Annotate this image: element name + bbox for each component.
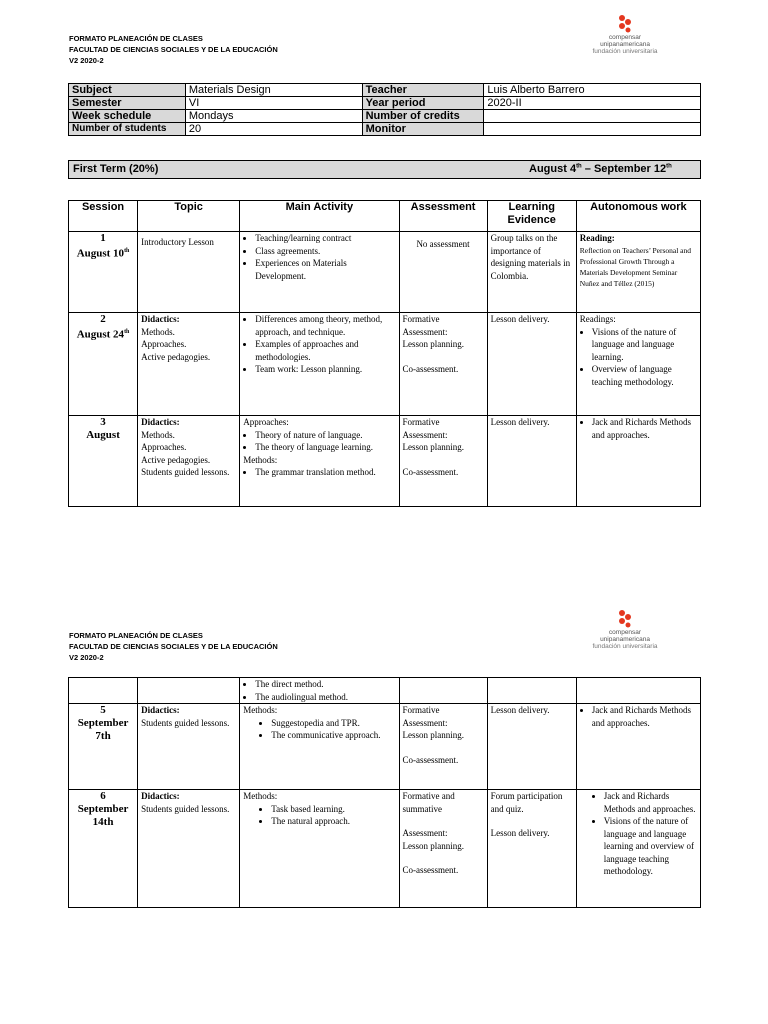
session-date: August 24 [76, 328, 125, 341]
term-dates [529, 163, 672, 175]
year-period-value: 2020-II [484, 97, 701, 110]
logo-mark-icon [616, 14, 634, 34]
assessment-line: Formative Assessment: [402, 417, 448, 440]
evidence-cell: Lesson delivery. [487, 416, 576, 507]
topic-line: Students guided lessons. [141, 803, 230, 814]
topic-heading: Didactics: [141, 417, 180, 427]
activity-item: • Experiences on Materials Development. [255, 257, 395, 282]
assessment-line: Co-assessment. [402, 754, 459, 765]
header-version: V2 2020-2 [69, 56, 104, 65]
logo-text-2: unipanamericana [600, 41, 650, 48]
table-row [69, 704, 701, 790]
header-faculty: FACULTAD DE CIENCIAS SOCIALES Y DE LA EDUCACIÓN [69, 642, 278, 651]
session-date: September 7th [77, 717, 129, 742]
topic-cell [138, 704, 240, 790]
session-number: 6 [100, 790, 106, 802]
activity-intro: Methods: [243, 705, 278, 715]
monitor-value [484, 123, 701, 136]
table-row [69, 416, 701, 507]
term-end-sup: th [666, 163, 672, 170]
activity-item: • Class agreements. [255, 245, 395, 258]
activity-cell [240, 678, 399, 704]
session-cell [69, 704, 138, 790]
autonomous-cell [576, 704, 700, 790]
assessment-line: Co-assessment. [402, 865, 459, 875]
header-form-title: FORMATO PLANEACIÓN DE CLASES [69, 631, 203, 640]
autonomous-text: Reflection on Teachers’ Personal and Professional Growth Through a Materials Development Seminar Nuñez and Téllez (2015) [579, 245, 692, 288]
session-date: August 10 [76, 247, 125, 260]
col-topic: Topic [138, 201, 240, 232]
topic-cell: Introductory Lesson [138, 232, 240, 313]
topic-heading: Didactics: [141, 314, 180, 324]
table-row [69, 678, 701, 704]
teacher-value: Luis Alberto Barrero [484, 84, 701, 97]
week-schedule-label: Week schedule [69, 110, 186, 123]
subject-label: Subject [69, 84, 186, 97]
logo-text-1: compensar [608, 629, 642, 636]
autonomous-cell [576, 416, 700, 507]
activity-item: • The natural approach. [271, 815, 395, 828]
assessment-line: Co-assessment. [402, 363, 459, 374]
col-learning-evidence: Learning Evidence [487, 201, 576, 232]
evidence-cell [487, 790, 576, 908]
evidence-cell: Group talks on the importance of designing materials in Colombia. [487, 232, 576, 313]
term-end-date: – September 12 [584, 163, 667, 175]
autonomous-item: • Overview of language teaching methodology. [592, 363, 697, 388]
activity-item: • Team work: Lesson planning. [255, 363, 395, 376]
assessment-line: Lesson planning. [402, 730, 464, 740]
session-number: 1 [100, 232, 106, 244]
assessment-line: Lesson planning. [402, 339, 464, 349]
credits-label: Number of credits [362, 110, 484, 123]
autonomous-cell [576, 790, 700, 908]
assessment-line: Formative Assessment: [402, 705, 448, 728]
autonomous-heading: Reading: [579, 233, 615, 243]
topic-line: Approaches. [141, 339, 187, 349]
course-info-table [68, 83, 701, 136]
evidence-line: Lesson delivery. [490, 828, 550, 838]
session-date-sup: th [124, 248, 130, 254]
monitor-label: Monitor [362, 123, 484, 136]
document-header [69, 33, 278, 66]
lesson-plan-table [68, 200, 701, 507]
session-date-sup: th [124, 329, 130, 335]
semester-label: Semester [69, 97, 186, 110]
topic-heading: Didactics: [141, 705, 180, 715]
activity-item: • Teaching/learning contract [255, 232, 395, 245]
autonomous-heading: Readings: [579, 314, 616, 324]
autonomous-item: • Jack and Richards Methods and approaches. [604, 790, 697, 815]
institution-logo [585, 14, 665, 55]
assessment-line: Lesson planning. [402, 442, 464, 452]
activity-item: • Examples of approaches and methodologies. [255, 338, 395, 363]
term-start-date: August 4 [529, 163, 577, 175]
table-row [69, 232, 701, 313]
assessment-line: Assessment: [402, 828, 448, 838]
subject-value: Materials Design [185, 84, 362, 97]
topic-cell [138, 313, 240, 416]
activity-intro: Approaches: [243, 417, 289, 427]
evidence-cell: Lesson delivery. [487, 704, 576, 790]
credits-value [484, 110, 701, 123]
assessment-line: Co-assessment. [402, 466, 459, 477]
assessment-cell [399, 790, 487, 908]
assessment-line: Formative Assessment: [402, 314, 448, 337]
logo-text-1: compensar [608, 34, 642, 41]
activity-cell [240, 790, 399, 908]
topic-cell [138, 790, 240, 908]
activity-item: • The audiolingual method. [255, 691, 395, 704]
autonomous-cell [576, 313, 700, 416]
activity-item: • The theory of language learning. [255, 441, 395, 454]
topic-cell [138, 678, 240, 704]
document-header-page-2 [69, 630, 278, 663]
teacher-label: Teacher [362, 84, 484, 97]
session-number: 5 [100, 704, 106, 716]
session-cell [69, 678, 138, 704]
assessment-cell [399, 313, 487, 416]
assessment-cell: No assessment [399, 232, 487, 313]
activity-intro: Methods: [243, 454, 278, 465]
autonomous-cell [576, 678, 700, 704]
lesson-plan-table-continued [68, 677, 701, 908]
activity-cell [240, 704, 399, 790]
topic-line: Active pedagogies. [141, 351, 211, 362]
autonomous-cell [576, 232, 700, 313]
activity-cell [240, 232, 399, 313]
activity-item: • Task based learning. [271, 803, 395, 816]
activity-cell [240, 416, 399, 507]
session-cell: 3 August [69, 416, 138, 507]
term-bar [68, 160, 701, 179]
assessment-cell [399, 416, 487, 507]
topic-heading: Didactics: [141, 791, 180, 801]
activity-item: • Suggestopedia and TPR. [271, 717, 395, 730]
session-cell [69, 790, 138, 908]
institution-logo [585, 609, 665, 650]
evidence-cell: Lesson delivery. [487, 313, 576, 416]
term-start-sup: th [576, 163, 582, 170]
header-form-title: FORMATO PLANEACIÓN DE CLASES [69, 34, 203, 43]
col-session: Session [69, 201, 138, 232]
term-title: First Term (20%) [73, 163, 159, 175]
autonomous-item: • Visions of the nature of language and language learning and overview of language teaching methodology. [604, 815, 697, 878]
table-row [69, 790, 701, 908]
session-cell [69, 232, 138, 313]
activity-item: • Differences among theory, method, approach, and technique. [255, 313, 395, 338]
evidence-cell [487, 678, 576, 704]
logo-text-3: fundación universitaria [592, 643, 658, 650]
semester-value: VI [185, 97, 362, 110]
topic-line: Students guided lessons. [141, 717, 230, 728]
header-version: V2 2020-2 [69, 653, 104, 662]
header-faculty: FACULTAD DE CIENCIAS SOCIALES Y DE LA EDUCACIÓN [69, 45, 278, 54]
students-value: 20 [185, 123, 362, 136]
logo-text-2: unipanamericana [600, 636, 650, 643]
autonomous-item: • Jack and Richards Methods and approaches. [592, 704, 697, 729]
session-number: 2 [100, 313, 106, 325]
topic-line: Methods. [141, 429, 175, 440]
activity-item: • The communicative approach. [271, 729, 395, 742]
year-period-label: Year period [362, 97, 484, 110]
logo-mark-icon [616, 609, 634, 629]
activity-intro: Methods: [243, 791, 278, 801]
col-main-activity: Main Activity [240, 201, 399, 232]
autonomous-item: • Visions of the nature of language and language learning. [592, 326, 697, 364]
col-assessment: Assessment [399, 201, 487, 232]
session-number: 3 [100, 416, 106, 428]
assessment-cell [399, 678, 487, 704]
evidence-line: Forum participation and quiz. [490, 791, 563, 814]
activity-item: • Theory of nature of language. [255, 429, 395, 442]
activity-cell [240, 313, 399, 416]
topic-line: Students guided lessons. [141, 467, 230, 477]
topic-line: Methods. [141, 326, 175, 337]
session-cell [69, 313, 138, 416]
topic-cell [138, 416, 240, 507]
topic-line: Approaches. [141, 442, 187, 452]
logo-text-3: fundación universitaria [592, 48, 658, 55]
session-date: September 14th [77, 803, 129, 828]
col-autonomous-work: Autonomous work [576, 201, 700, 232]
assessment-cell [399, 704, 487, 790]
autonomous-item: • Jack and Richards Methods and approaches. [592, 416, 697, 441]
assessment-line: Lesson planning. [402, 840, 464, 851]
topic-line: Active pedagogies. [141, 454, 211, 465]
assessment-line: Formative and summative [402, 791, 455, 814]
activity-item: • The grammar translation method. [255, 466, 395, 479]
students-label: Number of students [69, 123, 186, 136]
table-row [69, 313, 701, 416]
week-schedule-value: Mondays [185, 110, 362, 123]
activity-item: • The direct method. [255, 678, 395, 691]
